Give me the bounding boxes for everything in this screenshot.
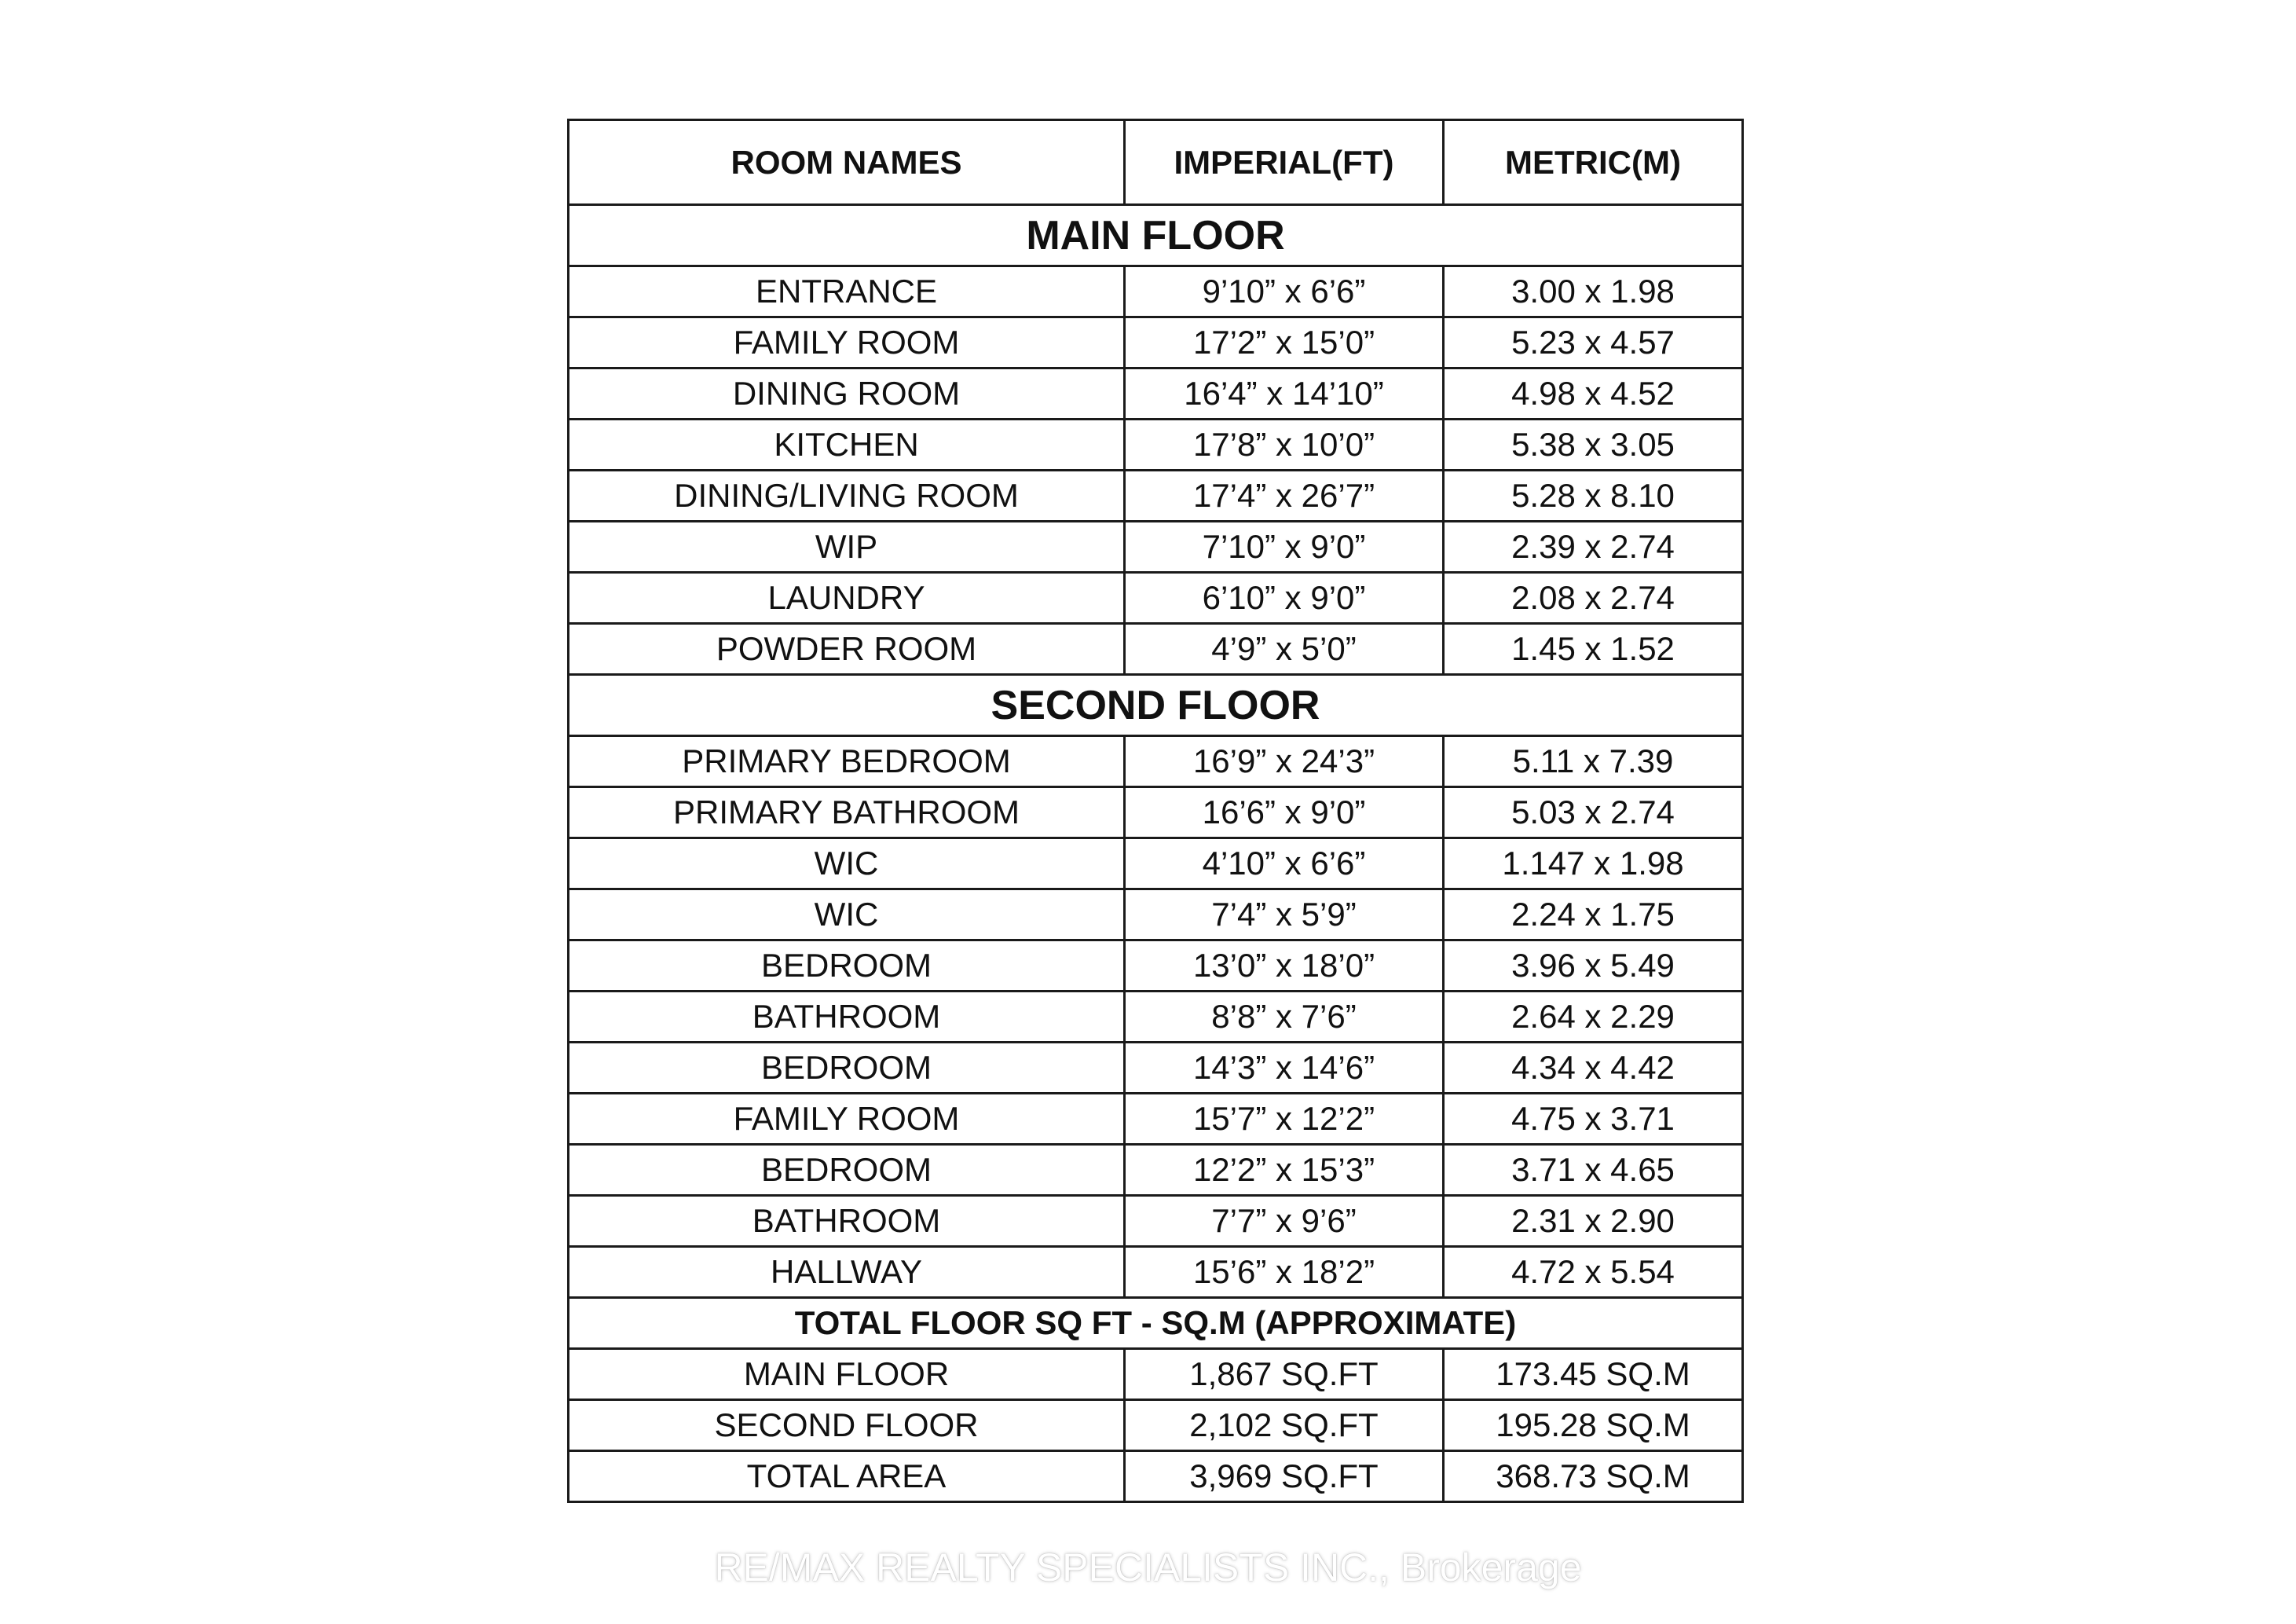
imperial-dimension: 17’2” x 15’0”: [1125, 317, 1444, 368]
room-name: KITCHEN: [569, 420, 1125, 471]
section-second-floor: [569, 675, 1743, 736]
total-label: MAIN FLOOR: [569, 1349, 1125, 1400]
room-name: WIC: [569, 838, 1125, 889]
imperial-dimension: 15’6” x 18’2”: [1125, 1247, 1444, 1298]
table-row: [569, 1196, 1743, 1247]
room-name: WIP: [569, 522, 1125, 573]
room-name: DINING ROOM: [569, 368, 1125, 420]
room-name: POWDER ROOM: [569, 624, 1125, 675]
imperial-dimension: 15’7” x 12’2”: [1125, 1094, 1444, 1145]
metric-dimension: 2.64 x 2.29: [1444, 992, 1743, 1043]
table-row: [569, 624, 1743, 675]
imperial-dimension: 13’0” x 18’0”: [1125, 940, 1444, 992]
table-row: [569, 889, 1743, 940]
room-name: BATHROOM: [569, 992, 1125, 1043]
total-imperial: 2,102 SQ.FT: [1125, 1400, 1444, 1451]
total-label: SECOND FLOOR: [569, 1400, 1125, 1451]
table-row: [569, 317, 1743, 368]
metric-dimension: 2.39 x 2.74: [1444, 522, 1743, 573]
total-imperial: 1,867 SQ.FT: [1125, 1349, 1444, 1400]
table-row: [569, 522, 1743, 573]
imperial-dimension: 16’6” x 9’0”: [1125, 787, 1444, 838]
table-row: [569, 1145, 1743, 1196]
header-metric: METRIC(M): [1444, 120, 1743, 205]
imperial-dimension: 6’10” x 9’0”: [1125, 573, 1444, 624]
metric-dimension: 5.38 x 3.05: [1444, 420, 1743, 471]
table-row: [569, 1043, 1743, 1094]
room-name: BATHROOM: [569, 1196, 1125, 1247]
table-row: [569, 736, 1743, 787]
imperial-dimension: 7’7” x 9’6”: [1125, 1196, 1444, 1247]
metric-dimension: 4.98 x 4.52: [1444, 368, 1743, 420]
imperial-dimension: 4’9” x 5’0”: [1125, 624, 1444, 675]
imperial-dimension: 7’4” x 5’9”: [1125, 889, 1444, 940]
imperial-dimension: 17’8” x 10’0”: [1125, 420, 1444, 471]
room-dimensions-table: [567, 119, 1744, 1503]
imperial-dimension: 14’3” x 14’6”: [1125, 1043, 1444, 1094]
table-header-row: [569, 120, 1743, 205]
room-name: PRIMARY BEDROOM: [569, 736, 1125, 787]
metric-dimension: 5.28 x 8.10: [1444, 471, 1743, 522]
section-title-totals: TOTAL FLOOR SQ FT - SQ.M (APPROXIMATE): [569, 1298, 1743, 1349]
room-name: HALLWAY: [569, 1247, 1125, 1298]
metric-dimension: 3.00 x 1.98: [1444, 266, 1743, 317]
metric-dimension: 4.75 x 3.71: [1444, 1094, 1743, 1145]
room-name: DINING/LIVING ROOM: [569, 471, 1125, 522]
table-row: [569, 1094, 1743, 1145]
metric-dimension: 2.31 x 2.90: [1444, 1196, 1743, 1247]
room-name: BEDROOM: [569, 1043, 1125, 1094]
table-row: [569, 266, 1743, 317]
section-main-floor: [569, 205, 1743, 266]
metric-dimension: 2.24 x 1.75: [1444, 889, 1743, 940]
room-name: ENTRANCE: [569, 266, 1125, 317]
table-row: [569, 787, 1743, 838]
metric-dimension: 1.45 x 1.52: [1444, 624, 1743, 675]
room-name: LAUNDRY: [569, 573, 1125, 624]
table-row: [569, 1400, 1743, 1451]
room-name: BEDROOM: [569, 1145, 1125, 1196]
total-metric: 173.45 SQ.M: [1444, 1349, 1743, 1400]
metric-dimension: 3.96 x 5.49: [1444, 940, 1743, 992]
room-name: BEDROOM: [569, 940, 1125, 992]
metric-dimension: 5.03 x 2.74: [1444, 787, 1743, 838]
total-imperial: 3,969 SQ.FT: [1125, 1451, 1444, 1502]
table-row: [569, 940, 1743, 992]
table-row: [569, 992, 1743, 1043]
metric-dimension: 4.34 x 4.42: [1444, 1043, 1743, 1094]
metric-dimension: 5.23 x 4.57: [1444, 317, 1743, 368]
room-name: PRIMARY BATHROOM: [569, 787, 1125, 838]
total-metric: 195.28 SQ.M: [1444, 1400, 1743, 1451]
room-name: WIC: [569, 889, 1125, 940]
table-row: [569, 1451, 1743, 1502]
imperial-dimension: 8’8” x 7’6”: [1125, 992, 1444, 1043]
imperial-dimension: 16’9” x 24’3”: [1125, 736, 1444, 787]
table-row: [569, 573, 1743, 624]
imperial-dimension: 9’10” x 6’6”: [1125, 266, 1444, 317]
room-name: FAMILY ROOM: [569, 317, 1125, 368]
table-row: [569, 471, 1743, 522]
imperial-dimension: 16’4” x 14’10”: [1125, 368, 1444, 420]
section-title-second-floor: SECOND FLOOR: [569, 675, 1743, 736]
metric-dimension: 3.71 x 4.65: [1444, 1145, 1743, 1196]
header-imperial: IMPERIAL(FT): [1125, 120, 1444, 205]
metric-dimension: 4.72 x 5.54: [1444, 1247, 1743, 1298]
metric-dimension: 5.11 x 7.39: [1444, 736, 1743, 787]
table-row: [569, 368, 1743, 420]
section-title-main-floor: MAIN FLOOR: [569, 205, 1743, 266]
imperial-dimension: 4’10” x 6’6”: [1125, 838, 1444, 889]
section-totals: [569, 1298, 1743, 1349]
total-metric: 368.73 SQ.M: [1444, 1451, 1743, 1502]
imperial-dimension: 12’2” x 15’3”: [1125, 1145, 1444, 1196]
imperial-dimension: 7’10” x 9’0”: [1125, 522, 1444, 573]
total-label: TOTAL AREA: [569, 1451, 1125, 1502]
header-room-names: ROOM NAMES: [569, 120, 1125, 205]
table-row: [569, 1247, 1743, 1298]
brokerage-watermark: RE/MAX REALTY SPECIALISTS INC., Brokerage: [714, 1545, 1582, 1589]
imperial-dimension: 17’4” x 26’7”: [1125, 471, 1444, 522]
metric-dimension: 1.147 x 1.98: [1444, 838, 1743, 889]
table-row: [569, 1349, 1743, 1400]
room-name: FAMILY ROOM: [569, 1094, 1125, 1145]
metric-dimension: 2.08 x 2.74: [1444, 573, 1743, 624]
table-row: [569, 420, 1743, 471]
table-row: [569, 838, 1743, 889]
